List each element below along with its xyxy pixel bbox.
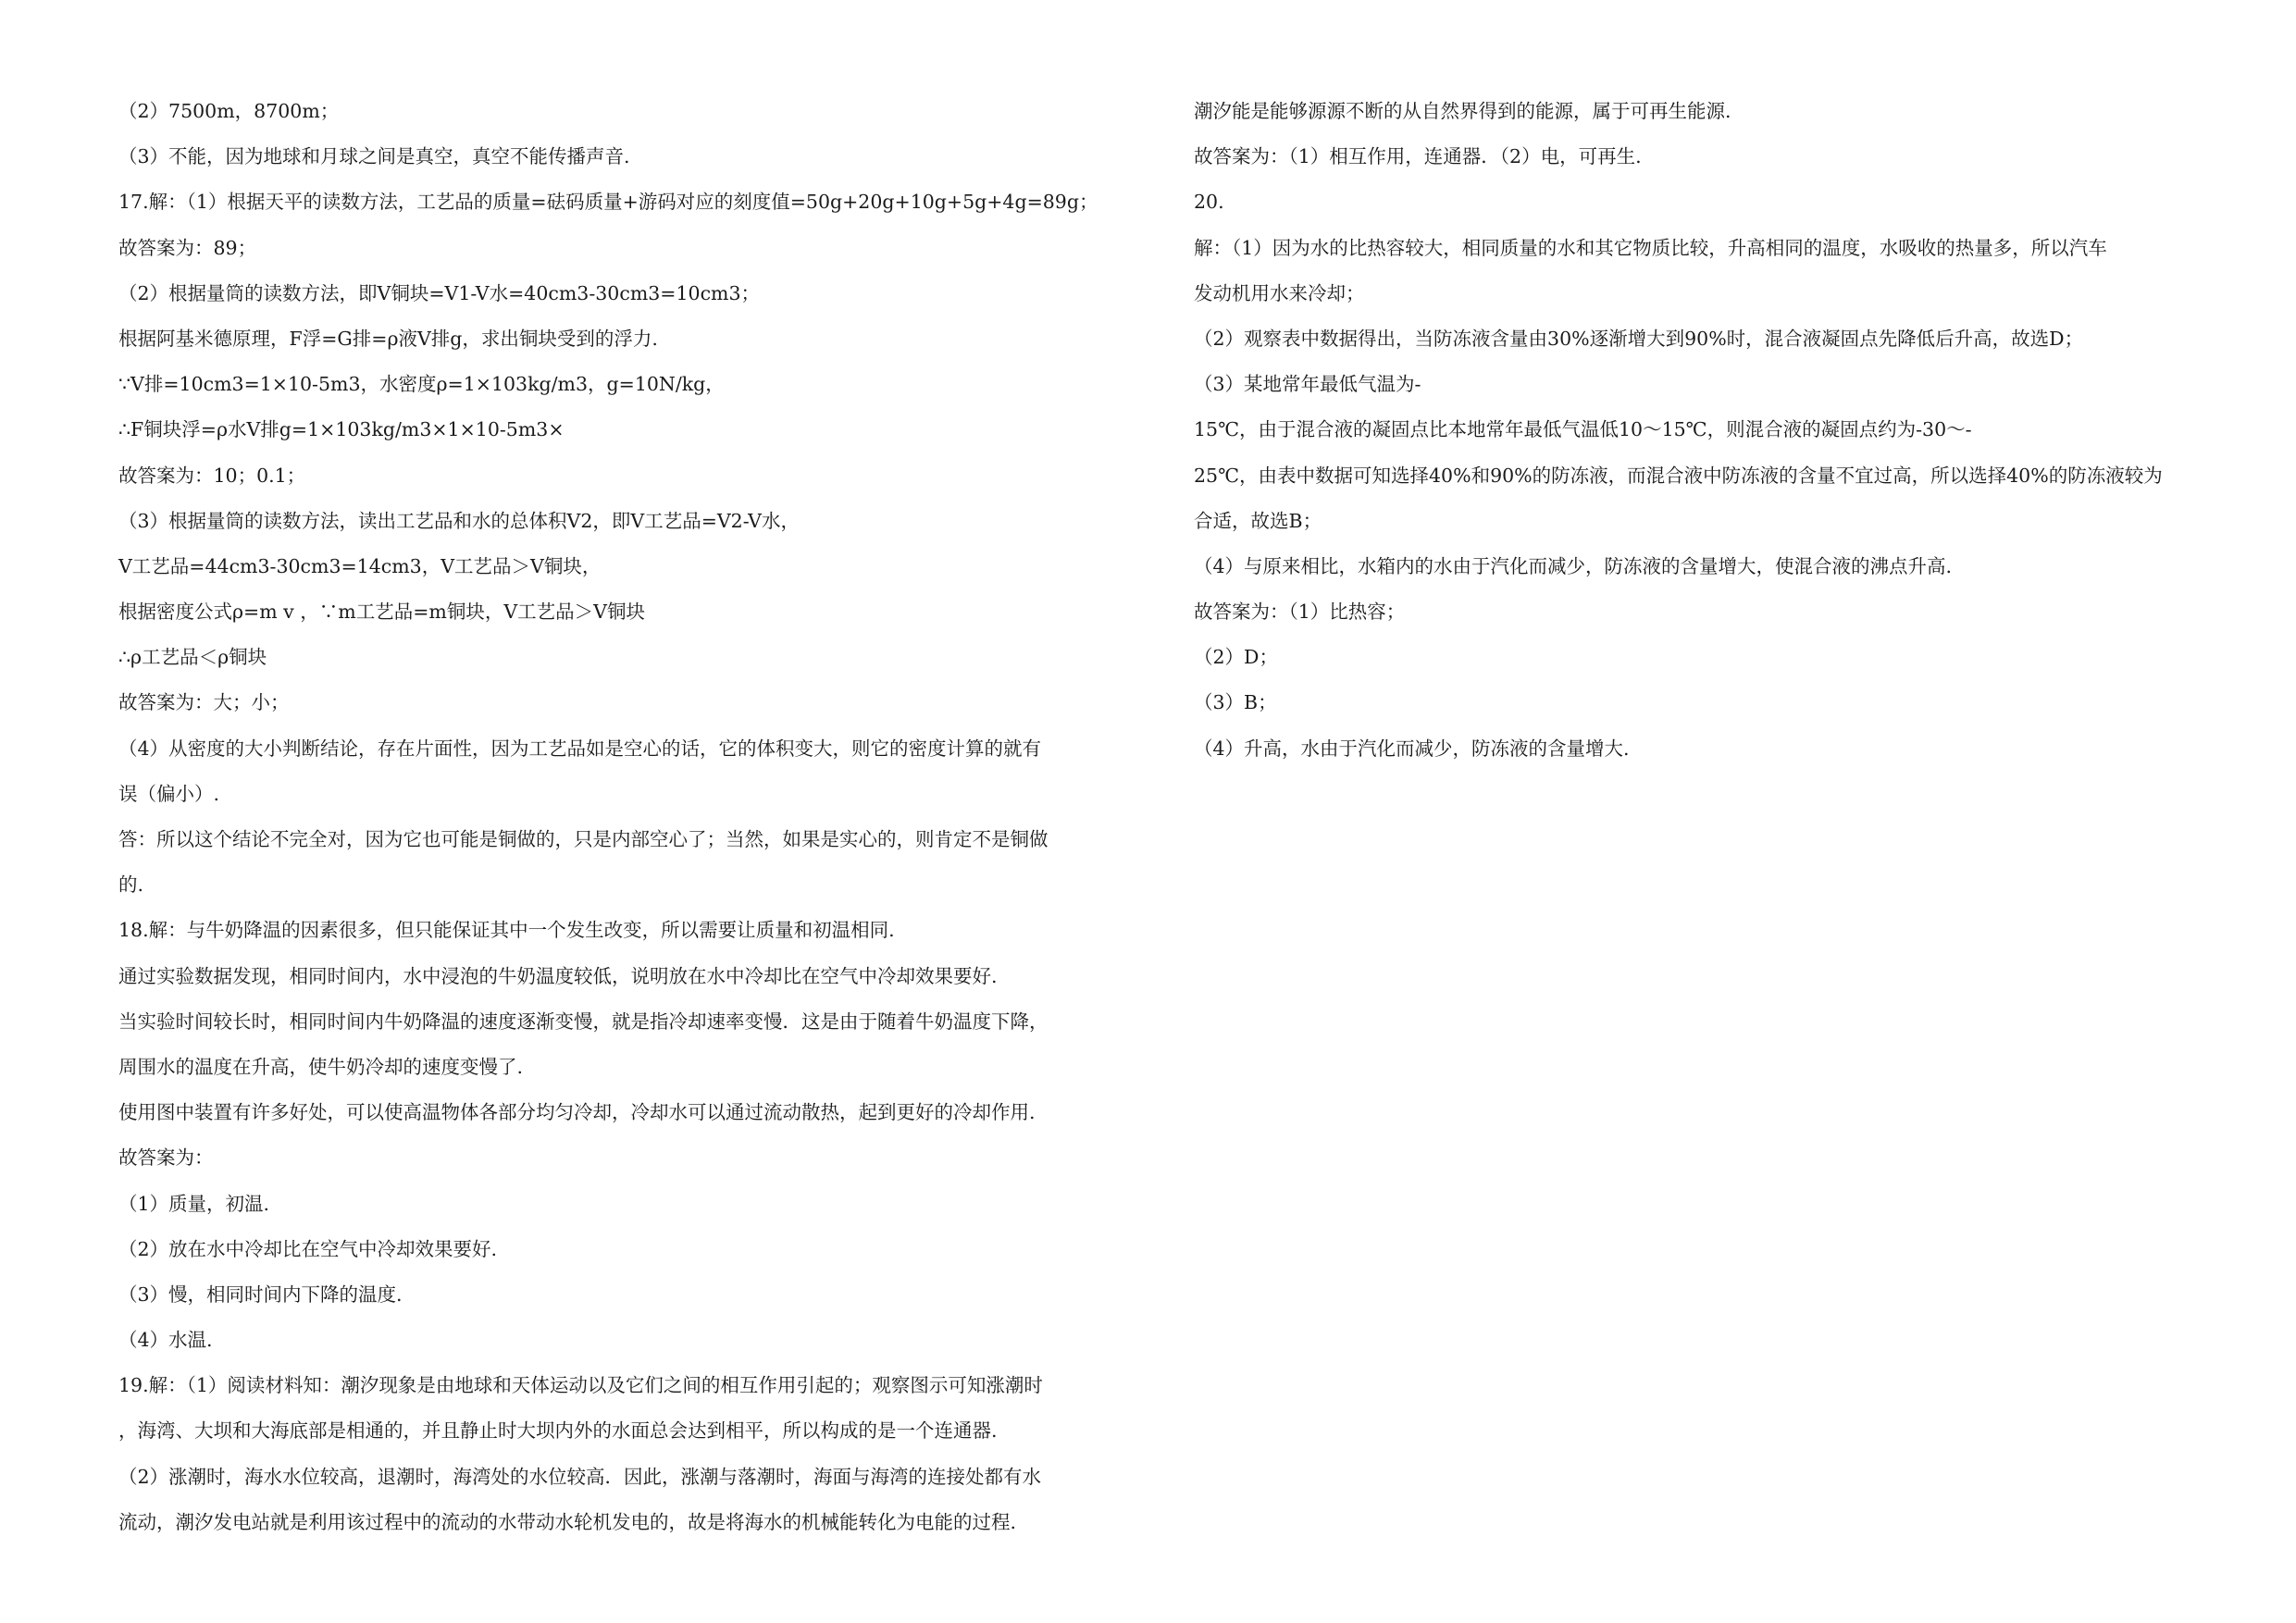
left-text-line: 使用图中装置有许多好处，可以使高温物体各部分均匀冷却，冷却水可以通过流动散热，起到更好的冷却作用.	[118, 1101, 1036, 1124]
left-text-line: ，海湾、大坝和大海底部是相通的，并且静止时大坝内外的水面总会达到相平，所以构成的是一个连通器.	[118, 1419, 998, 1443]
right-text-line: 25℃，由表中数据可知选择40%和90%的防冻液，而混合液中防冻液的含量不宜过高，所以选择40%的防冻液较为	[1194, 464, 2163, 487]
left-text-line: （3）慢，相同时间内下降的温度.	[118, 1282, 403, 1306]
left-text-line: 的.	[118, 873, 144, 897]
left-text-line: （3）根据量筒的读数方法，读出工艺品和水的总体积V2，即V工艺品=V2-V水，	[118, 509, 800, 532]
right-text-line: 发动机用水来冷却；	[1194, 281, 1365, 304]
left-text-line: ∴F铜块浮=ρ水V排g=1×103kg/m3×1×10-5m3×	[118, 418, 565, 441]
left-text-line: 误（偏小）.	[118, 782, 220, 805]
left-text-line: （1）质量，初温.	[118, 1192, 270, 1215]
left-text-line: 通过实验数据发现，相同时间内，水中浸泡的牛奶温度较低，说明放在水中冷却比在空气中冷却效果要好.	[118, 964, 998, 987]
left-text-line: （2）根据量筒的读数方法，即V铜块=V1-V水=40cm3-30cm3=10cm3；	[118, 281, 761, 304]
left-text-line: （2）7500m，8700m；	[118, 100, 340, 122]
left-text-line: 17.解：（1）根据天平的读数方法，工艺品的质量=砝码质量+游码对应的刻度值=50g+20g+10g+5g+4g=89g；	[118, 191, 1098, 214]
left-text-line: 故答案为：10；0.1；	[118, 464, 306, 487]
left-text-line: 故答案为：	[118, 1146, 214, 1170]
left-text-line: （2）放在水中冷却比在空气中冷却效果要好.	[118, 1237, 498, 1260]
left-text-line: 故答案为：89；	[118, 236, 257, 259]
right-text-line: 15℃，由于混合液的凝固点比本地常年最低气温低10～15℃，则混合液的凝固点约为-30～-	[1194, 418, 1972, 441]
left-text-line: 根据密度公式ρ=m v ，∵m工艺品=m铜块，V工艺品＞V铜块	[118, 601, 645, 624]
left-text-line: V工艺品=44cm3-30cm3=14cm3，V工艺品＞V铜块，	[118, 554, 602, 577]
left-text-line: （3）不能，因为地球和月球之间是真空，真空不能传播声音.	[118, 145, 630, 168]
left-text-line: 故答案为：大；小；	[118, 691, 290, 714]
left-text-line: 当实验时间较长时，相同时间内牛奶降温的速度逐渐变慢，就是指冷却速率变慢．这是由于随着牛奶温度下降，	[118, 1010, 1049, 1033]
right-text-line: 合适，故选B；	[1194, 509, 1322, 532]
right-text-line: 解：（1）因为水的比热容较大，相同质量的水和其它物质比较，升高相同的温度，水吸收的热量多，所以汽车	[1194, 236, 2107, 259]
right-text-line: （4）与原来相比，水箱内的水由于汽化而减少，防冻液的含量增大，使混合液的沸点升高.	[1194, 554, 1953, 577]
right-text-line: （4）升高，水由于汽化而减少，防冻液的含量增大.	[1194, 737, 1630, 760]
left-column	[118, 89, 1127, 1545]
left-text-line: （2）涨潮时，海水水位较高，退潮时，海湾处的水位较高．因此，涨潮与落潮时，海面与海湾的连接处都有水	[118, 1465, 1042, 1488]
left-text-line: ∴ρ工艺品＜ρ铜块	[118, 646, 267, 669]
left-text-line: 根据阿基米德原理，F浮=G排=ρ液V排g，求出铜块受到的浮力.	[118, 327, 658, 350]
left-text-line: 19.解：（1）阅读材料知：潮汐现象是由地球和天体运动以及它们之间的相互作用引起的；观察图示可知涨潮时	[118, 1374, 1043, 1397]
right-text-line: （3）B；	[1194, 691, 1277, 714]
left-text-line: （4）从密度的大小判断结论，存在片面性，因为工艺品如是空心的话，它的体积变大，则它的密度计算的就有	[118, 737, 1042, 760]
right-text-line: （3）某地常年最低气温为-	[1194, 373, 1421, 396]
left-text-line: 答：所以这个结论不完全对，因为它也可能是铜做的，只是内部空心了；当然，如果是实心的，则肯定不是铜做	[118, 828, 1049, 850]
left-text-line: ∵V排=10cm3=1×10-5m3，水密度ρ=1×103kg/m3，g=10N/kg，	[118, 373, 725, 396]
right-text-line: 潮汐能是能够源源不断的从自然界得到的能源，属于可再生能源.	[1194, 100, 1731, 122]
left-text-line: 流动，潮汐发电站就是利用该过程中的流动的水带动水轮机发电的，故是将海水的机械能转化为电能的过程.	[118, 1510, 1017, 1533]
right-text-line: 故答案为：（1）相互作用，连通器．（2）电，可再生.	[1194, 145, 1642, 168]
right-text-line: 20.	[1194, 191, 1224, 214]
right-column	[1194, 89, 2193, 772]
right-text-line: （2）D；	[1194, 646, 1278, 669]
right-text-line: 故答案为：（1）比热容；	[1194, 601, 1406, 624]
right-text-line: （2）观察表中数据得出，当防冻液含量由30%逐渐增大到90%时，混合液凝固点先降低后升高，故选D；	[1194, 327, 2084, 350]
left-text-line: （4）水温.	[118, 1329, 213, 1352]
left-text-line: 周围水的温度在升高，使牛奶冷却的速度变慢了.	[118, 1055, 524, 1078]
left-text-line: 18.解：与牛奶降温的因素很多，但只能保证其中一个发生改变，所以需要让质量和初温相同.	[118, 919, 895, 942]
